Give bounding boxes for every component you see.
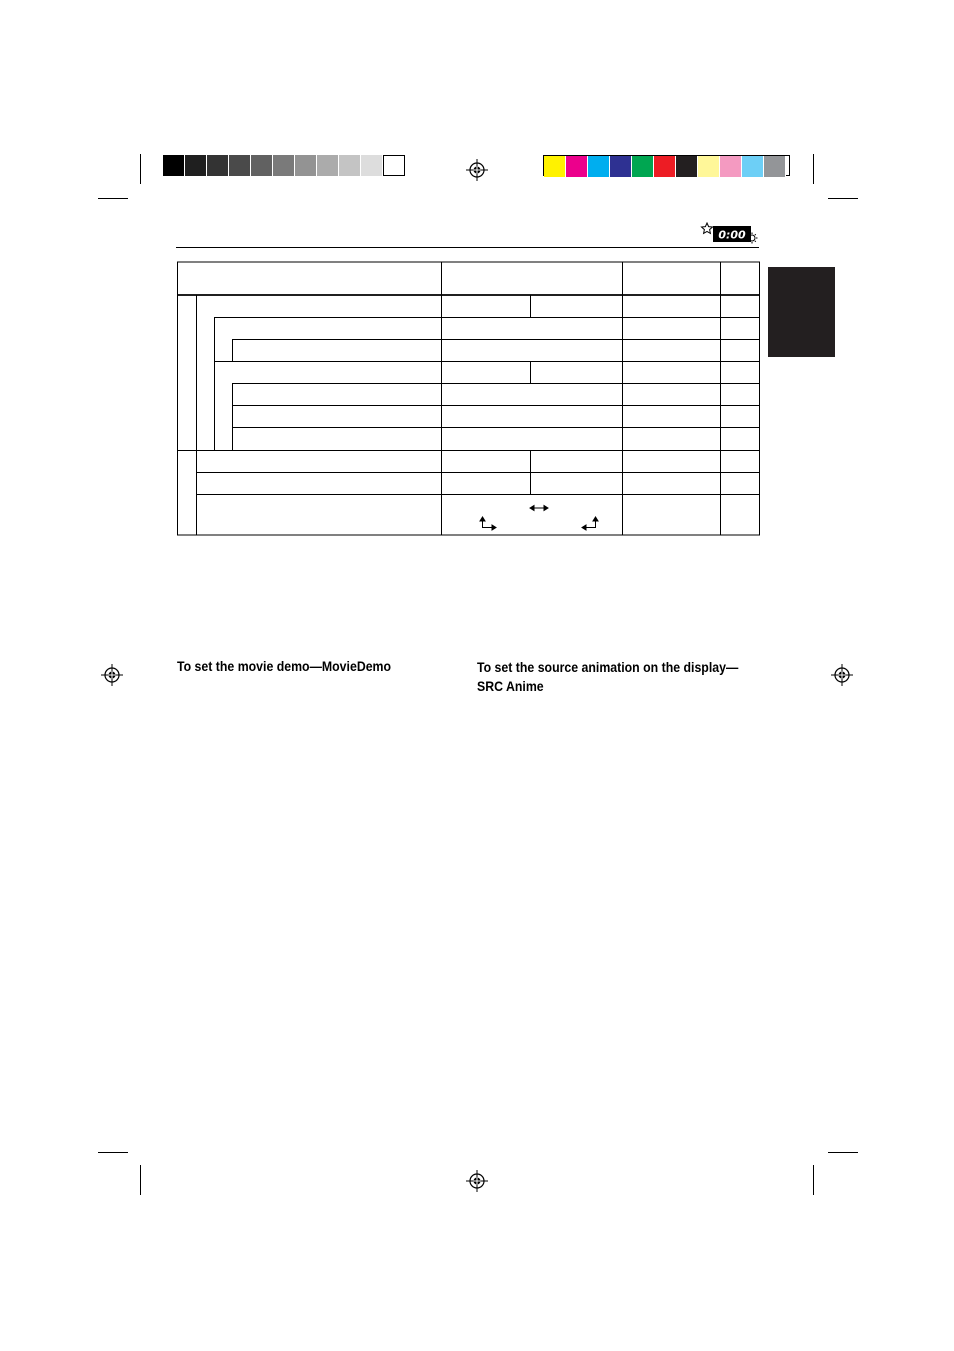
- color-bar-swatch: [742, 156, 764, 177]
- clock-display-text: 0:00: [718, 228, 746, 242]
- bidirectional-arrow-icon: [529, 503, 549, 513]
- color-bar-swatch: [698, 156, 720, 177]
- registration-mark-icon: [831, 664, 853, 686]
- color-bar-swatch: [720, 156, 742, 177]
- settings-table: [176, 261, 761, 537]
- gray-scale-bar: [163, 155, 405, 176]
- registration-mark-icon: [466, 159, 488, 181]
- header-rule: [176, 247, 759, 248]
- crop-mark: [828, 198, 858, 199]
- language-tab: [768, 267, 835, 357]
- gray-scale-swatch: [317, 155, 339, 176]
- gray-scale-swatch: [339, 155, 361, 176]
- src-anime-heading: [477, 658, 738, 696]
- gray-scale-swatch: [185, 155, 207, 176]
- clock-icon: [700, 222, 758, 244]
- gray-scale-swatch: [251, 155, 273, 176]
- gray-scale-swatch: [295, 155, 317, 176]
- gray-scale-swatch: [273, 155, 295, 176]
- color-bar-swatch: [654, 156, 676, 177]
- crop-mark: [98, 198, 128, 199]
- gray-scale-swatch: [163, 155, 185, 176]
- color-bar-swatch: [676, 156, 698, 177]
- registration-mark-icon: [101, 664, 123, 686]
- color-bar-swatch: [764, 156, 786, 177]
- registration-mark-icon: [466, 1170, 488, 1192]
- crop-mark: [98, 1152, 128, 1153]
- crop-mark: [140, 154, 141, 184]
- color-bar-swatch: [632, 156, 654, 177]
- corner-arrow-icon: [479, 516, 497, 531]
- src-anime-heading-line1: To set the source animation on the display—: [477, 659, 739, 675]
- color-bar-swatch: [566, 156, 588, 177]
- crop-mark: [813, 1165, 814, 1195]
- gray-scale-swatch: [361, 155, 383, 176]
- gray-scale-swatch: [207, 155, 229, 176]
- color-bar-swatch: [544, 156, 566, 177]
- gray-scale-swatch: [229, 155, 251, 176]
- src-anime-heading-line2: SRC Anime: [477, 678, 544, 694]
- crop-mark: [813, 154, 814, 184]
- crop-mark: [828, 1152, 858, 1153]
- color-bar: [543, 155, 790, 176]
- gray-scale-swatch: [383, 155, 405, 176]
- movie-demo-heading: To set the movie demo—MovieDemo: [177, 658, 392, 674]
- crop-mark: [140, 1165, 141, 1195]
- color-bar-swatch: [588, 156, 610, 177]
- return-arrow-icon: [581, 516, 599, 531]
- color-bar-swatch: [610, 156, 632, 177]
